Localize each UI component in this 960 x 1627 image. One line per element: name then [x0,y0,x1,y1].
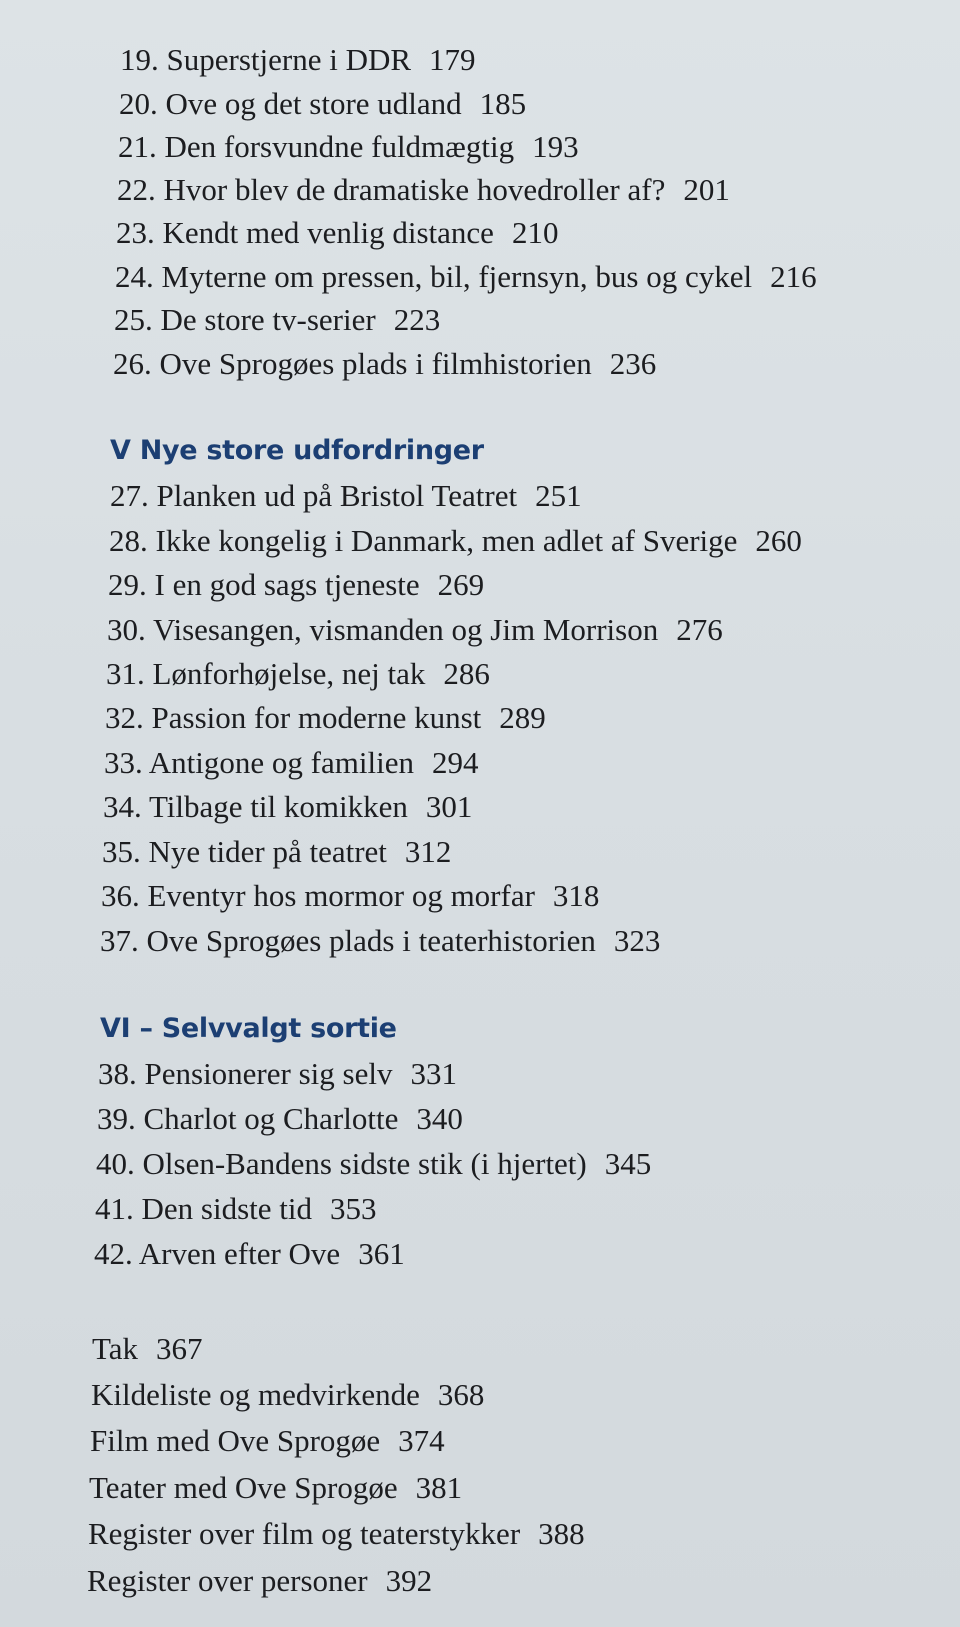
toc-entry-32 [105,700,546,736]
toc-entry-35 [102,834,451,870]
toc-entry-31 [106,656,490,692]
toc-entry-page: 223 [393,302,441,337]
toc-entry-page: 392 [385,1563,433,1598]
toc-entry-24 [115,259,817,295]
section-heading-v: V Nye store udfordringer [110,435,484,466]
toc-entry-title: 41. Den sidste tid [95,1191,312,1226]
toc-entry-page: 340 [416,1101,463,1136]
toc-entry-page: 388 [538,1516,585,1551]
toc-entry-title: 29. I en god sags tjeneste [108,567,420,602]
toc-entry-title: 34. Tilbage til komikken [103,789,408,824]
toc-entry-page: 276 [676,612,723,647]
toc-entry-21 [118,129,579,165]
toc-entry-34 [103,789,472,825]
toc-entry-page: 368 [437,1377,485,1412]
toc-entry-page: 185 [479,86,527,121]
toc-entry-page: 294 [431,745,479,780]
toc-entry-title: Register over film og teaterstykker [88,1516,521,1551]
toc-entry-page: 260 [755,523,802,558]
toc-entry-title: 25. De store tv-serier [114,302,376,337]
toc-entry-title: 36. Eventyr hos mormor og morfar [101,878,535,913]
toc-entry-22 [117,172,730,208]
toc-entry-title: 19. Superstjerne i DDR [120,42,412,77]
toc-entry-page: 367 [156,1331,203,1366]
toc-entry-page: 269 [437,567,485,602]
toc-entry-page: 374 [398,1423,445,1458]
toc-entry-42 [94,1236,405,1272]
toc-entry-39 [97,1101,463,1137]
toc-entry-23 [116,215,558,251]
toc-entry-30 [107,612,723,648]
toc-entry-page: 345 [604,1146,652,1181]
toc-entry-title: 30. Visesangen, vismanden og Jim Morrison [107,612,659,647]
toc-entry-title: 38. Pensionerer sig selv [98,1056,393,1091]
toc-entry-title: 23. Kendt med venlig distance [116,215,494,250]
toc-entry-19 [120,42,476,78]
toc-entry-page: 216 [770,259,817,294]
toc-entry-page: 251 [535,478,582,513]
toc-entry-page: 361 [358,1236,405,1271]
toc-entry-title: 42. Arven efter Ove [94,1236,341,1271]
toc-entry-title: 24. Myterne om pressen, bil, fjernsyn, bus og cykel [115,259,753,294]
toc-entry-title: Film med Ove Sprogøe [90,1423,381,1458]
toc-entry-title: Teater med Ove Sprogøe [89,1470,398,1505]
toc-entry-register-film [88,1516,585,1552]
toc-entry-register-personer [87,1563,432,1599]
toc-entry-page: 201 [683,172,730,207]
toc-entry-title: 33. Antigone og familien [104,745,414,780]
toc-entry-tak [92,1331,203,1367]
toc-entry-title: Tak [92,1331,139,1366]
toc-entry-page: 210 [511,215,559,250]
toc-entry-title: 39. Charlot og Charlotte [97,1101,399,1136]
toc-entry-page: 193 [532,129,579,164]
toc-entry-36 [101,878,599,914]
toc-entry-title: 22. Hvor blev de dramatiske hovedroller af? [117,172,666,207]
toc-entry-teater [89,1470,462,1506]
toc-entry-kildeliste [91,1377,484,1413]
toc-entry-title: 26. Ove Sprogøes plads i filmhistorien [113,346,592,381]
toc-entry-title: 27. Planken ud på Bristol Teatret [110,478,518,513]
toc-entry-page: 381 [415,1470,463,1505]
toc-entry-title: Kildeliste og medvirkende [91,1377,420,1412]
toc-entry-title: Register over personer [87,1563,368,1598]
toc-entry-28 [109,523,802,559]
toc-entry-page: 318 [552,878,600,913]
toc-entry-page: 301 [425,789,473,824]
toc-entry-page: 331 [410,1056,457,1091]
toc-entry-41 [95,1191,377,1227]
toc-entry-20 [119,86,526,122]
toc-entry-title: 31. Lønforhøjelse, nej tak [106,656,426,691]
toc-entry-film [90,1423,445,1459]
toc-entry-title: 37. Ove Sprogøes plads i teaterhistorien [100,923,596,958]
toc-entry-title: 20. Ove og det store udland [119,86,462,121]
toc-entry-page: 312 [404,834,452,869]
toc-entry-29 [108,567,484,603]
toc-entry-page: 289 [499,700,546,735]
toc-entry-37 [100,923,660,959]
toc-entry-title: 35. Nye tider på teatret [102,834,387,869]
toc-entry-33 [104,745,478,781]
toc-entry-page: 353 [330,1191,377,1226]
toc-entry-page: 323 [613,923,661,958]
toc-entry-page: 236 [609,346,657,381]
toc-entry-title: 28. Ikke kongelig i Danmark, men adlet af Sverige [109,523,738,558]
toc-entry-26 [113,346,656,382]
section-heading-vi: VI – Selvvalgt sortie [100,1013,397,1044]
toc-entry-page: 179 [429,42,476,77]
toc-entry-page: 286 [443,656,490,691]
toc-entry-title: 32. Passion for moderne kunst [105,700,482,735]
toc-entry-title: 40. Olsen-Bandens sidste stik (i hjertet) [96,1146,587,1181]
toc-entry-27 [110,478,582,514]
toc-entry-40 [96,1146,651,1182]
toc-entry-title: 21. Den forsvundne fuldmægtig [118,129,515,164]
toc-entry-25 [114,302,440,338]
toc-entry-38 [98,1056,457,1092]
